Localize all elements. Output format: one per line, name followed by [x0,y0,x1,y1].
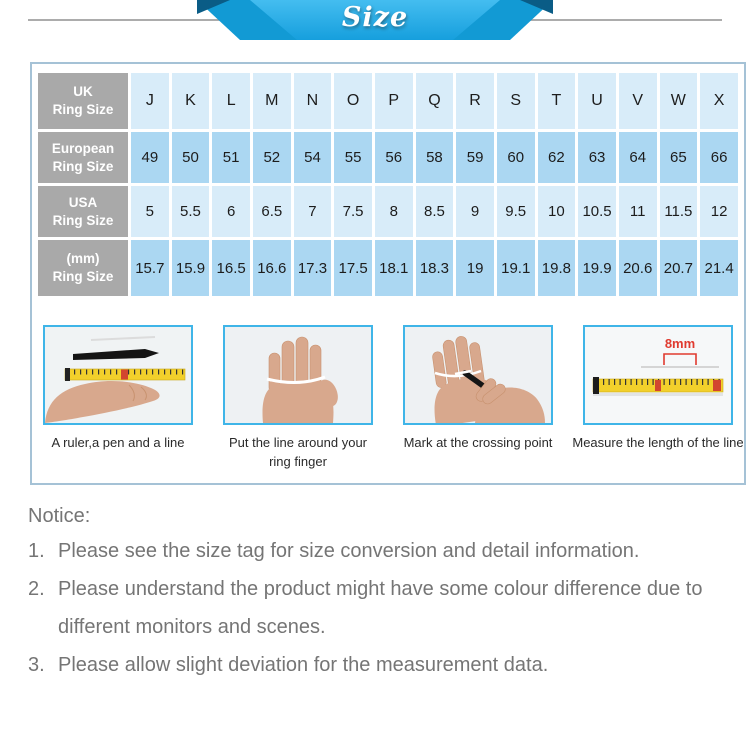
size-cell: O [334,73,372,129]
table-row-mm [38,240,738,296]
size-cell: 51 [212,132,250,183]
size-cell: 19.1 [497,240,535,296]
size-cell: 60 [497,132,535,183]
step-4-caption: Measure the length of the line [572,435,744,450]
size-cell: 6 [212,186,250,237]
size-cell: 10 [538,186,576,237]
size-cell: 15.9 [172,240,210,296]
size-cell: 54 [294,132,332,183]
size-guide-panel [30,62,746,485]
tape-measure-graphic [65,368,185,381]
size-cell: 62 [538,132,576,183]
size-cell: V [619,73,657,129]
size-cell: M [253,73,291,129]
size-cell: 55 [334,132,372,183]
measurement-label: 8mm [664,336,696,351]
size-cell: 9.5 [497,186,535,237]
size-cell: 17.3 [294,240,332,296]
size-cell: N [294,73,332,129]
size-cell: P [375,73,413,129]
size-cell: 19.8 [538,240,576,296]
notice-heading: Notice: [28,505,91,527]
row-header-european: European Ring Size [38,132,128,183]
size-cell: 5 [131,186,169,237]
size-cell: 64 [619,132,657,183]
size-cell: 7.5 [334,186,372,237]
size-cell: 56 [375,132,413,183]
notice-item-1: 1. Please see the size tag for size conversion and detail information. [28,540,640,562]
size-cell: 16.5 [212,240,250,296]
step-1 [43,325,193,472]
size-cell: U [578,73,616,129]
size-cell: 5.5 [172,186,210,237]
size-cell: 59 [456,132,494,183]
row-header-mm: (mm) Ring Size [38,240,128,296]
row-header-usa: USA Ring Size [38,186,128,237]
size-cell: 20.7 [660,240,698,296]
size-cell: 7 [294,186,332,237]
size-cell: 50 [172,132,210,183]
step-3 [403,325,553,472]
size-cell: 11 [619,186,657,237]
size-cell: 18.3 [416,240,454,296]
step-3-caption: Mark at the crossing point [403,435,553,450]
size-cell: 52 [253,132,291,183]
size-cell: 19 [456,240,494,296]
notice-section [28,500,744,684]
size-cell: 49 [131,132,169,183]
size-cell: 10.5 [578,186,616,237]
size-cell: 8 [375,186,413,237]
size-cell: 66 [700,132,738,183]
step-2-caption: Put the line around your ring finger [228,435,368,469]
step-1-caption: A ruler,a pen and a line [51,435,185,450]
size-banner [0,0,750,50]
size-cell: 8.5 [416,186,454,237]
size-cell: 11.5 [660,186,698,237]
photo-line-around-finger [223,325,373,425]
size-cell: J [131,73,169,129]
size-cell: X [700,73,738,129]
size-cell: 21.4 [700,240,738,296]
row-header-uk: UK Ring Size [38,73,128,129]
size-cell: 9 [456,186,494,237]
size-cell: 20.6 [619,240,657,296]
tape-measure-graphic [593,377,723,396]
size-cell: R [456,73,494,129]
size-cell: 15.7 [131,240,169,296]
measuring-steps [43,325,744,472]
size-cell: 6.5 [253,186,291,237]
size-cell: K [172,73,210,129]
notice-item-2: 2. Please understand the product might have some colour difference due to different monitors and scenes. [28,578,703,638]
size-cell: 16.6 [253,240,291,296]
size-cell: L [212,73,250,129]
step-4 [572,325,744,472]
size-cell: 63 [578,132,616,183]
notice-item-3: 3. Please allow slight deviation for the measurement data. [28,654,549,676]
size-cell: T [538,73,576,129]
photo-mark-crossing-point [403,325,553,425]
table-row-uk [38,73,738,129]
size-cell: W [660,73,698,129]
size-cell: Q [416,73,454,129]
table-row-usa [38,186,738,237]
banner-title: Size [341,2,409,33]
size-cell: 19.9 [578,240,616,296]
size-cell: 18.1 [375,240,413,296]
photo-ruler-pen-line [43,325,193,425]
size-cell: 65 [660,132,698,183]
size-cell: 12 [700,186,738,237]
size-cell: 58 [416,132,454,183]
step-2 [223,325,373,472]
photo-measure-line [583,325,733,425]
table-row-european [38,132,738,183]
size-cell: S [497,73,535,129]
size-cell: 17.5 [334,240,372,296]
size-table [35,70,741,299]
